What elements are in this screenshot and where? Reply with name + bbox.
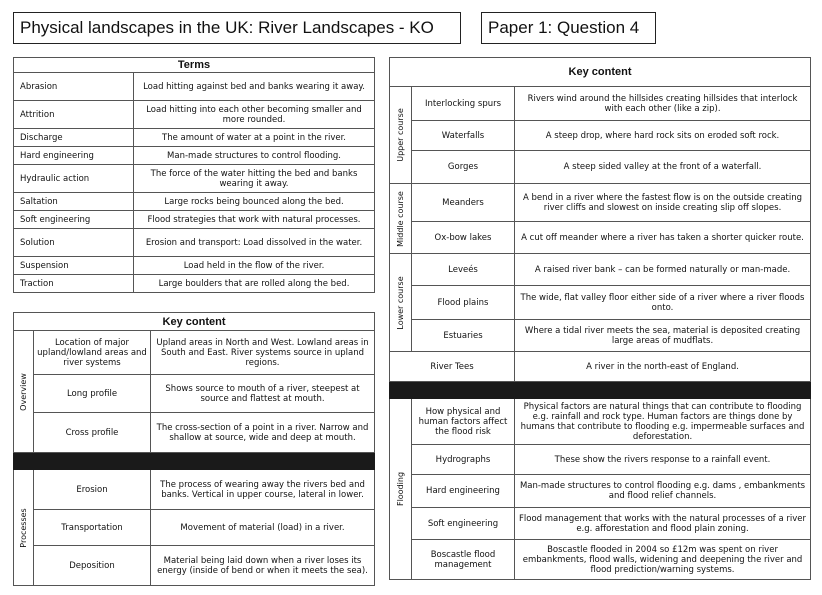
table-row: [14, 413, 375, 453]
topic-label: Deposition: [34, 546, 151, 586]
table-row: [14, 546, 375, 586]
table-row: [390, 151, 811, 184]
table-row: [14, 129, 375, 147]
feature-definition: Man-made structures to control flooding e.g. dams , embankments and flood relief channels.: [515, 475, 811, 508]
topic-definition: The cross-section of a point in a river. Narrow and shallow at source, wide and deep at mouth.: [151, 413, 375, 453]
right-key-heading: Key content: [390, 58, 811, 87]
lower-course-section-label: Lower course: [390, 254, 412, 352]
feature-label: Estuaries: [412, 320, 515, 352]
table-row: [390, 399, 811, 445]
table-row: [390, 184, 811, 222]
topic-definition: Upland areas in North and West. Lowland areas in South and East. River systems source in upland regions.: [151, 331, 375, 375]
topic-label: Transportation: [34, 510, 151, 546]
term-definition: The amount of water at a point in the river.: [134, 129, 375, 147]
topic-label: Long profile: [34, 375, 151, 413]
table-row: [14, 257, 375, 275]
page-title: Physical landscapes in the UK: River Landscapes - KO: [13, 12, 461, 44]
table-row: [14, 193, 375, 211]
topic-label: Erosion: [34, 470, 151, 510]
feature-definition: A steep drop, where hard rock sits on eroded soft rock.: [515, 121, 811, 151]
feature-label: Boscastle flood management: [412, 540, 515, 580]
table-row: [390, 320, 811, 352]
feature-definition: Where a tidal river meets the sea, material is deposited creating large areas of mudflats.: [515, 320, 811, 352]
case-study-label: River Tees: [390, 352, 515, 382]
term-definition: The force of the water hitting the bed and banks wearing it away.: [134, 165, 375, 193]
feature-definition: The wide, flat valley floor either side of a river where a river floods onto.: [515, 286, 811, 320]
feature-label: Gorges: [412, 151, 515, 184]
left-key-heading: Key content: [14, 313, 375, 331]
table-row: [14, 229, 375, 257]
upper-course-section-label: Upper course: [390, 87, 412, 184]
term-definition: Flood strategies that work with natural processes.: [134, 211, 375, 229]
topic-definition: Material being laid down when a river loses its energy (inside of bend or when it meets the sea).: [151, 546, 375, 586]
table-row: [14, 275, 375, 293]
term-label: Hard engineering: [14, 147, 134, 165]
feature-definition: Boscastle flooded in 2004 so £12m was spent on river embankments, flood walls, widening and deepening the river and flood prediction/warning systems.: [515, 540, 811, 580]
feature-label: How physical and human factors affect the flood risk: [412, 399, 515, 445]
overview-section-label: Overview: [14, 331, 34, 453]
term-definition: Erosion and transport: Load dissolved in the water.: [134, 229, 375, 257]
feature-definition: Physical factors are natural things that can contribute to flooding e.g. rainfall and rock type. Human factors are things done by humans that contribute to flooding e.g. impermeable surfaces and deforestation.: [515, 399, 811, 445]
table-row: [14, 165, 375, 193]
table-row: [390, 475, 811, 508]
table-row: [390, 508, 811, 540]
feature-definition: These show the rivers response to a rainfall event.: [515, 445, 811, 475]
term-label: Hydraulic action: [14, 165, 134, 193]
table-row: [14, 101, 375, 129]
feature-definition: A raised river bank – can be formed naturally or man-made.: [515, 254, 811, 286]
feature-label: Soft engineering: [412, 508, 515, 540]
topic-definition: Shows source to mouth of a river, steepest at source and flattest at mouth.: [151, 375, 375, 413]
term-definition: Load held in the flow of the river.: [134, 257, 375, 275]
table-row: [14, 211, 375, 229]
feature-definition: A bend in a river where the fastest flow is on the outside creating river cliffs and slowest on inside creating slip off slopes.: [515, 184, 811, 222]
table-row: [390, 254, 811, 286]
feature-label: Interlocking spurs: [412, 87, 515, 121]
section-divider: [390, 382, 811, 399]
term-definition: Large boulders that are rolled along the bed.: [134, 275, 375, 293]
feature-label: Hard engineering: [412, 475, 515, 508]
table-row: [14, 470, 375, 510]
table-row: [390, 222, 811, 254]
term-label: Suspension: [14, 257, 134, 275]
term-label: Attrition: [14, 101, 134, 129]
section-divider: [14, 453, 375, 470]
table-row: [390, 87, 811, 121]
processes-section-label: Processes: [14, 470, 34, 586]
table-row: [14, 73, 375, 101]
feature-label: Waterfalls: [412, 121, 515, 151]
term-label: Traction: [14, 275, 134, 293]
feature-definition: A cut off meander where a river has taken a shorter quicker route.: [515, 222, 811, 254]
term-definition: Load hitting against bed and banks wearing it away.: [134, 73, 375, 101]
term-label: Solution: [14, 229, 134, 257]
feature-label: Ox-bow lakes: [412, 222, 515, 254]
term-label: Soft engineering: [14, 211, 134, 229]
feature-definition: Flood management that works with the natural processes of a river e.g. afforestation and flood plain zoning.: [515, 508, 811, 540]
terms-heading: Terms: [14, 58, 375, 73]
table-row: [14, 510, 375, 546]
table-row: [390, 445, 811, 475]
feature-definition: A steep sided valley at the front of a waterfall.: [515, 151, 811, 184]
table-row: [14, 331, 375, 375]
right-key-content-table: [389, 57, 811, 580]
table-row: [390, 352, 811, 382]
topic-definition: Movement of material (load) in a river.: [151, 510, 375, 546]
feature-label: Meanders: [412, 184, 515, 222]
feature-label: Leveés: [412, 254, 515, 286]
topic-label: Location of major upland/lowland areas and river systems: [34, 331, 151, 375]
table-row: [390, 286, 811, 320]
middle-course-section-label: Middle course: [390, 184, 412, 254]
term-label: Abrasion: [14, 73, 134, 101]
term-definition: Load hitting into each other becoming smaller and more rounded.: [134, 101, 375, 129]
table-row: [390, 540, 811, 580]
feature-label: Hydrographs: [412, 445, 515, 475]
table-row: [14, 147, 375, 165]
term-label: Discharge: [14, 129, 134, 147]
table-row: [390, 121, 811, 151]
term-label: Saltation: [14, 193, 134, 211]
table-row: [14, 375, 375, 413]
paper-label: Paper 1: Question 4: [481, 12, 656, 44]
term-definition: Large rocks being bounced along the bed.: [134, 193, 375, 211]
left-key-content-table: [13, 312, 375, 586]
feature-label: Flood plains: [412, 286, 515, 320]
case-study-definition: A river in the north-east of England.: [515, 352, 811, 382]
topic-definition: The process of wearing away the rivers bed and banks. Vertical in upper course, lateral in lower.: [151, 470, 375, 510]
topic-label: Cross profile: [34, 413, 151, 453]
feature-definition: Rivers wind around the hillsides creating hillsides that interlock with each other (like a zip).: [515, 87, 811, 121]
terms-table: [13, 57, 375, 293]
flooding-section-label: Flooding: [390, 399, 412, 580]
term-definition: Man-made structures to control flooding.: [134, 147, 375, 165]
